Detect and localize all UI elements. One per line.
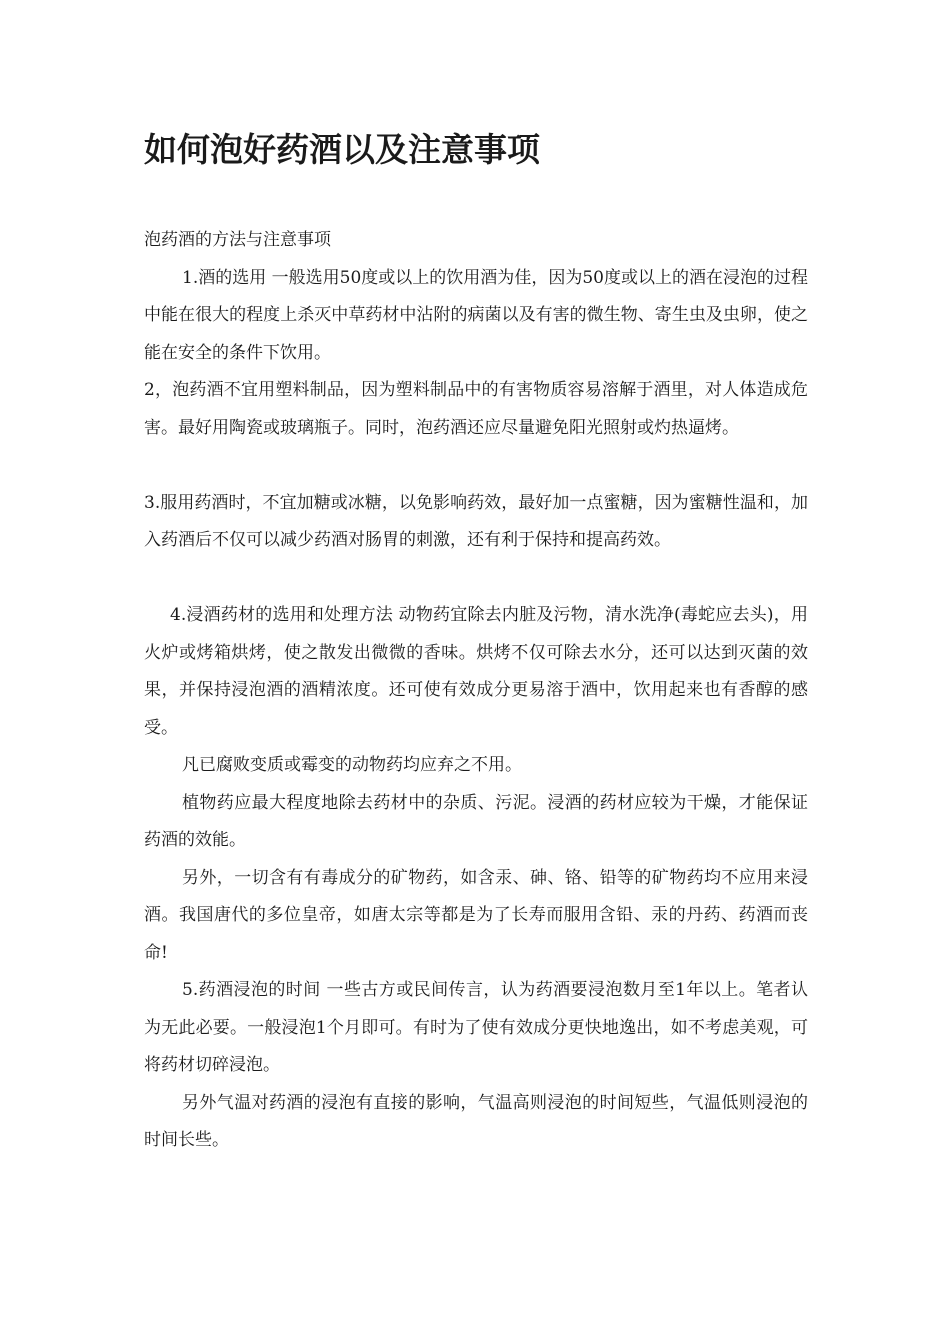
paragraph-6: 植物药应最大程度地除去药材中的杂质、污泥。浸酒的药材应较为干燥，才能保证药酒的效能。 <box>144 792 808 850</box>
blank-line <box>144 560 808 598</box>
blank-line <box>144 447 808 485</box>
document-title: 如何泡好药酒以及注意事项 <box>144 130 540 169</box>
document-body <box>144 222 808 1160</box>
paragraph-4: 4.浸酒药材的选用和处理方法 动物药宜除去内脏及污物，清水洗净(毒蛇应去头)，用火炉或烤箱烘烤，使之散发出微微的香味。烘烤不仅可除去水分，还可以达到灭菌的效果，并保持浸泡酒的酒精浓度。还可使有效成分更易溶于酒中，饮用起来也有香醇的感受。 <box>144 605 808 738</box>
paragraph-1: 1.酒的选用 一般选用50度或以上的饮用酒为佳，因为50度或以上的酒在浸泡的过程中能在很大的程度上杀灭中草药材中沾附的病菌以及有害的微生物、寄生虫及虫卵，使之能在安全的条件下饮用。 <box>144 267 808 363</box>
paragraph-3: 3.服用药酒时，不宜加糖或冰糖，以免影响药效，最好加一点蜜糖，因为蜜糖性温和，加入药酒后不仅可以减少药酒对肠胃的刺激，还有利于保持和提高药效。 <box>144 492 808 550</box>
paragraph-8: 5.药酒浸泡的时间 一些古方或民间传言，认为药酒要浸泡数月至1年以上。笔者认为无此必要。一般浸泡1个月即可。有时为了使有效成分更快地逸出，如不考虑美观，可将药材切碎浸泡。 <box>144 980 808 1075</box>
section-heading: 泡药酒的方法与注意事项 <box>144 230 331 250</box>
paragraph-2: 2，泡药酒不宜用塑料制品，因为塑料制品中的有害物质容易溶解于酒里，对人体造成危害。最好用陶瓷或玻璃瓶子。同时，泡药酒还应尽量避免阳光照射或灼热逼烤。 <box>144 380 808 438</box>
paragraph-9: 另外气温对药酒的浸泡有直接的影响，气温高则浸泡的时间短些，气温低则浸泡的时间长些。 <box>144 1092 808 1150</box>
paragraph-7: 另外，一切含有有毒成分的矿物药，如含汞、砷、铬、铅等的矿物药均不应用来浸酒。我国唐代的多位皇帝，如唐太宗等都是为了长寿而服用含铅、汞的丹药、药酒而丧命! <box>144 867 808 963</box>
paragraph-5: 凡已腐败变质或霉变的动物药均应弃之不用。 <box>182 755 522 775</box>
